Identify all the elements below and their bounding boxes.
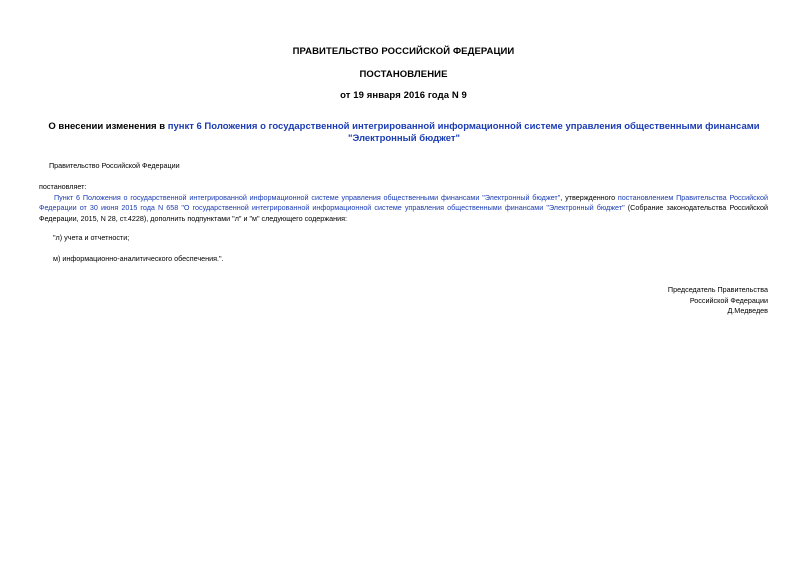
main-paragraph — [39, 193, 768, 224]
subitem-l: "л) учета и отчетности; — [53, 233, 130, 242]
decrees-line: постановляет: — [39, 182, 87, 191]
government-line: Правительство Российской Федерации — [49, 161, 180, 170]
signature-position: Председатель Правительства — [667, 285, 768, 294]
paragraph-link-resolution[interactable]: постановлением Правительства Российской Федерации от 30 июня 2015 года N 658 "О государственной интегрированной информационной системе управления общественными финансами "Электронный бюджет" — [39, 193, 768, 213]
paragraph-text-2: (Собрание законодательства Российской Федерации, 2015, N 28, ст.4228), дополнить подпунктами "л" и "м" следующего содержания: — [39, 203, 769, 223]
signature-organization: Российской Федерации — [689, 295, 768, 305]
date-number-heading: от 19 января 2016 года N 9 — [340, 90, 467, 101]
signature-name: Д.Медведев — [727, 306, 768, 316]
paragraph-text-1: , утвержденного — [560, 193, 618, 202]
signature-block — [668, 285, 768, 317]
title-link[interactable]: пункт 6 Положения о государственной интегрированной информационной системе управления общественными финансами "Электронный бюджет" — [167, 121, 760, 144]
title-prefix: О внесении изменения в — [48, 121, 168, 132]
government-heading: ПРАВИТЕЛЬСТВО РОССИЙСКОЙ ФЕДЕРАЦИИ — [292, 46, 515, 57]
document-title — [36, 121, 772, 144]
subitem-m: м) информационно-аналитического обеспечения.". — [53, 254, 224, 263]
paragraph-link-clause[interactable]: Пункт 6 Положения о государственной интегрированной информационной системе управления общественными финансами "Электронный бюджет" — [54, 193, 561, 202]
document-type-heading: ПОСТАНОВЛЕНИЕ — [359, 69, 448, 80]
